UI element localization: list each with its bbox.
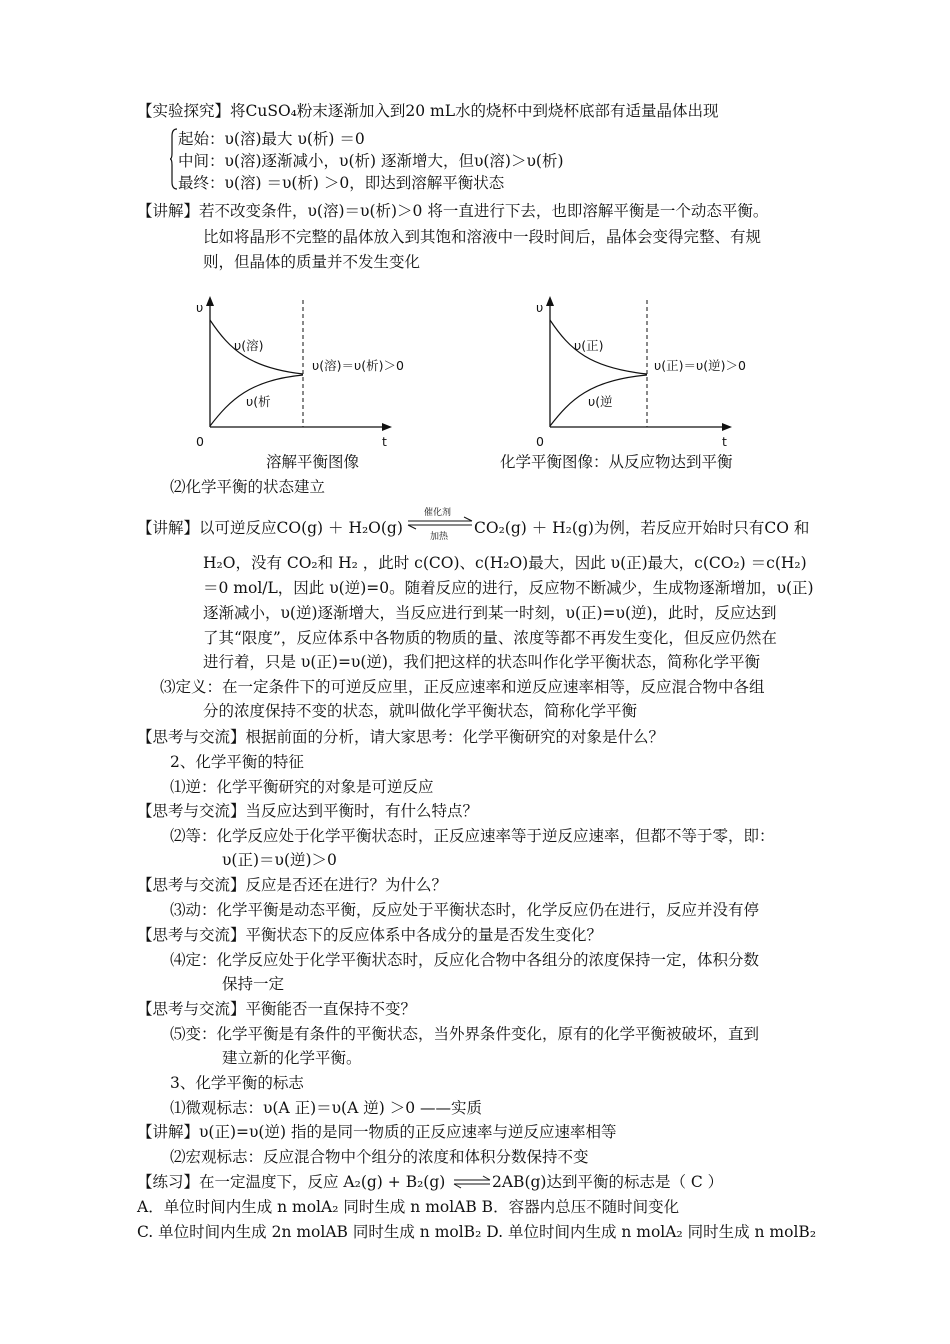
lecture-reaction-line-3: ＝0 mol/L，因此 υ(逆)=0。随着反应的进行，反应物不断减少，生成物逐渐增加，υ(正) — [203, 579, 814, 597]
end-line: 最终：υ(溶) ＝υ(析) ＞0，即达到溶解平衡状态 — [178, 174, 505, 192]
lecture-reaction-line-5: 了其“限度”，反应体系中各物质的物质的量、浓度等都不再发生变化，但反应仍然在 — [203, 629, 777, 647]
lecture-line-3: 则，但晶体的质量并不发生变化 — [203, 253, 421, 271]
think-line-4: 【思考与交流】平衡状态下的反应体系中各成分的量是否发生变化？ — [137, 926, 603, 944]
lecture-reaction-line-2: H₂O，没有 CO₂和 H₂ ，此时 c(CO)、c(H₂O)最大，因此 υ(正)最大，c(CO₂) ＝c(H₂) — [203, 554, 807, 572]
exercise-reversible-arrow-icon — [452, 1172, 492, 1192]
section-state-title: ⑵化学平衡的状态建立 — [170, 478, 326, 496]
definition-line-1: ⑶定义：在一定条件下的可逆反应里，正反应速率和逆反应速率相等，反应混合物中各组 — [160, 678, 765, 696]
exercise-part1: 【练习】在一定温度下，反应 A₂(g) + B₂(g) — [137, 1173, 446, 1191]
lecture-reaction-part2: CO₂(g) ＋ H₂(g)为例，若反应开始时只有CO 和 — [474, 519, 810, 537]
graph1-equilibrium-label: υ(溶)＝υ(析)＞0 — [312, 358, 404, 373]
feature-equal-formula: υ(正)＝υ(逆)＞0 — [222, 851, 337, 869]
feature-change: ⑸变：化学平衡是有条件的平衡状态，当外界条件变化，原有的化学平衡被破坏，直到 — [170, 1025, 760, 1043]
marker-macro: ⑵宏观标志：反应混合物中个组分的浓度和体积分数保持不变 — [170, 1148, 589, 1166]
graph2-equilibrium-label: υ(正)＝υ(逆)＞0 — [654, 358, 746, 373]
definition-line-2: 分的浓度保持不变的状态，就叫做化学平衡状态，简称化学平衡 — [203, 702, 638, 720]
option-a-b: A．单位时间内生成 n molA₂ 同时生成 n molAB B．容器内总压不随时间变化 — [137, 1198, 680, 1216]
feature-reverse: ⑴逆：化学平衡研究的对象是可逆反应 — [170, 778, 434, 796]
graph2-x-label: t — [722, 434, 727, 449]
graph2-y-label: υ — [536, 300, 544, 315]
exercise-part2: 2AB(g)达到平衡的标志是（ C ） — [492, 1173, 724, 1191]
feature-dynamic: ⑶动：化学平衡是动态平衡，反应处于平衡状态时，化学反应仍在进行，反应并没有停 — [170, 901, 760, 919]
feature-equal: ⑵等：化学反应处于化学平衡状态时，正反应速率等于逆反应速率，但都不等于零，即： — [170, 827, 775, 845]
think-line-3: 【思考与交流】反应是否还在进行？为什么？ — [137, 876, 448, 894]
chemical-equilibrium-graph — [530, 290, 760, 460]
lecture-reaction-line-6: 进行着，只是 υ(正)=υ(逆)，我们把这样的状态叫作化学平衡状态，简称化学平衡 — [203, 653, 760, 671]
brace-icon — [170, 128, 178, 190]
feature-fixed: ⑷定：化学反应处于化学平衡状态时，反应化合物中各组分的浓度保持一定，体积分数 — [170, 951, 760, 969]
arrow-bottom-label: 加热 — [430, 532, 449, 542]
dissolution-equilibrium-graph — [190, 290, 410, 460]
graph2-origin: 0 — [536, 434, 544, 449]
graph2-caption: 化学平衡图像：从反应物达到平衡 — [500, 453, 733, 471]
lecture-marker: 【讲解】υ(正)=υ(逆) 指的是同一物质的正反应速率与逆反应速率相等 — [137, 1123, 617, 1141]
graph1-upper-label: υ(溶) — [234, 338, 264, 353]
section-markers-title: 3、化学平衡的标志 — [170, 1074, 304, 1092]
lecture-line-2: 比如将晶形不完整的晶体放入到其饱和溶液中一段时间后，晶体会变得完整、有规 — [203, 228, 762, 246]
option-c-d: C. 单位时间内生成 2n molAB 同时生成 n molB₂ D. 单位时间内生成 n molA₂ 同时生成 n molB₂ — [137, 1223, 817, 1241]
lecture-line-1: 【讲解】若不改变条件，υ(溶)＝υ(析)＞0 将一直进行下去，也即溶解平衡是一个动态平衡。 — [137, 202, 769, 220]
lecture-reaction-line-4: 逐渐减小，υ(逆)逐渐增大，当反应进行到某一时刻，υ(正)=υ(逆)，此时，反应达到 — [203, 604, 777, 622]
reversible-arrow-icon — [404, 505, 476, 543]
graph1-origin: 0 — [196, 434, 204, 449]
middle-line: 中间：υ(溶)逐渐减小，υ(析) 逐渐增大，但υ(溶)＞υ(析) — [178, 152, 564, 170]
graph1-y-label: υ — [196, 300, 204, 315]
think-line-5: 【思考与交流】平衡能否一直保持不变？ — [137, 1000, 417, 1018]
section-features-title: 2、化学平衡的特征 — [170, 753, 304, 771]
feature-change-cont: 建立新的化学平衡。 — [222, 1049, 362, 1067]
graph2-lower-label: υ(逆 — [588, 394, 613, 409]
think-line-1: 【思考与交流】根据前面的分析，请大家思考：化学平衡研究的对象是什么？ — [137, 728, 665, 746]
arrow-top-label: 催化剂 — [424, 508, 452, 518]
experiment-line: 【实验探究】将CuSO₄粉末逐渐加入到20 mL水的烧杯中到烧杯底部有适量晶体出现 — [137, 102, 719, 120]
marker-micro: ⑴微观标志：υ(A 正)＝υ(A 逆) ＞0 ——实质 — [170, 1099, 482, 1117]
graph1-lower-label: υ(析 — [246, 394, 271, 409]
feature-fixed-cont: 保持一定 — [222, 975, 285, 993]
start-line: 起始：υ(溶)最大 υ(析) ＝0 — [178, 130, 365, 148]
graph2-upper-label: υ(正) — [574, 338, 604, 353]
graph1-caption: 溶解平衡图像 — [266, 453, 360, 471]
think-line-2: 【思考与交流】当反应达到平衡时，有什么特点？ — [137, 802, 479, 820]
lecture-reaction-part1: 【讲解】以可逆反应CO(g) ＋ H₂O(g) — [137, 519, 403, 537]
graph1-x-label: t — [382, 434, 387, 449]
